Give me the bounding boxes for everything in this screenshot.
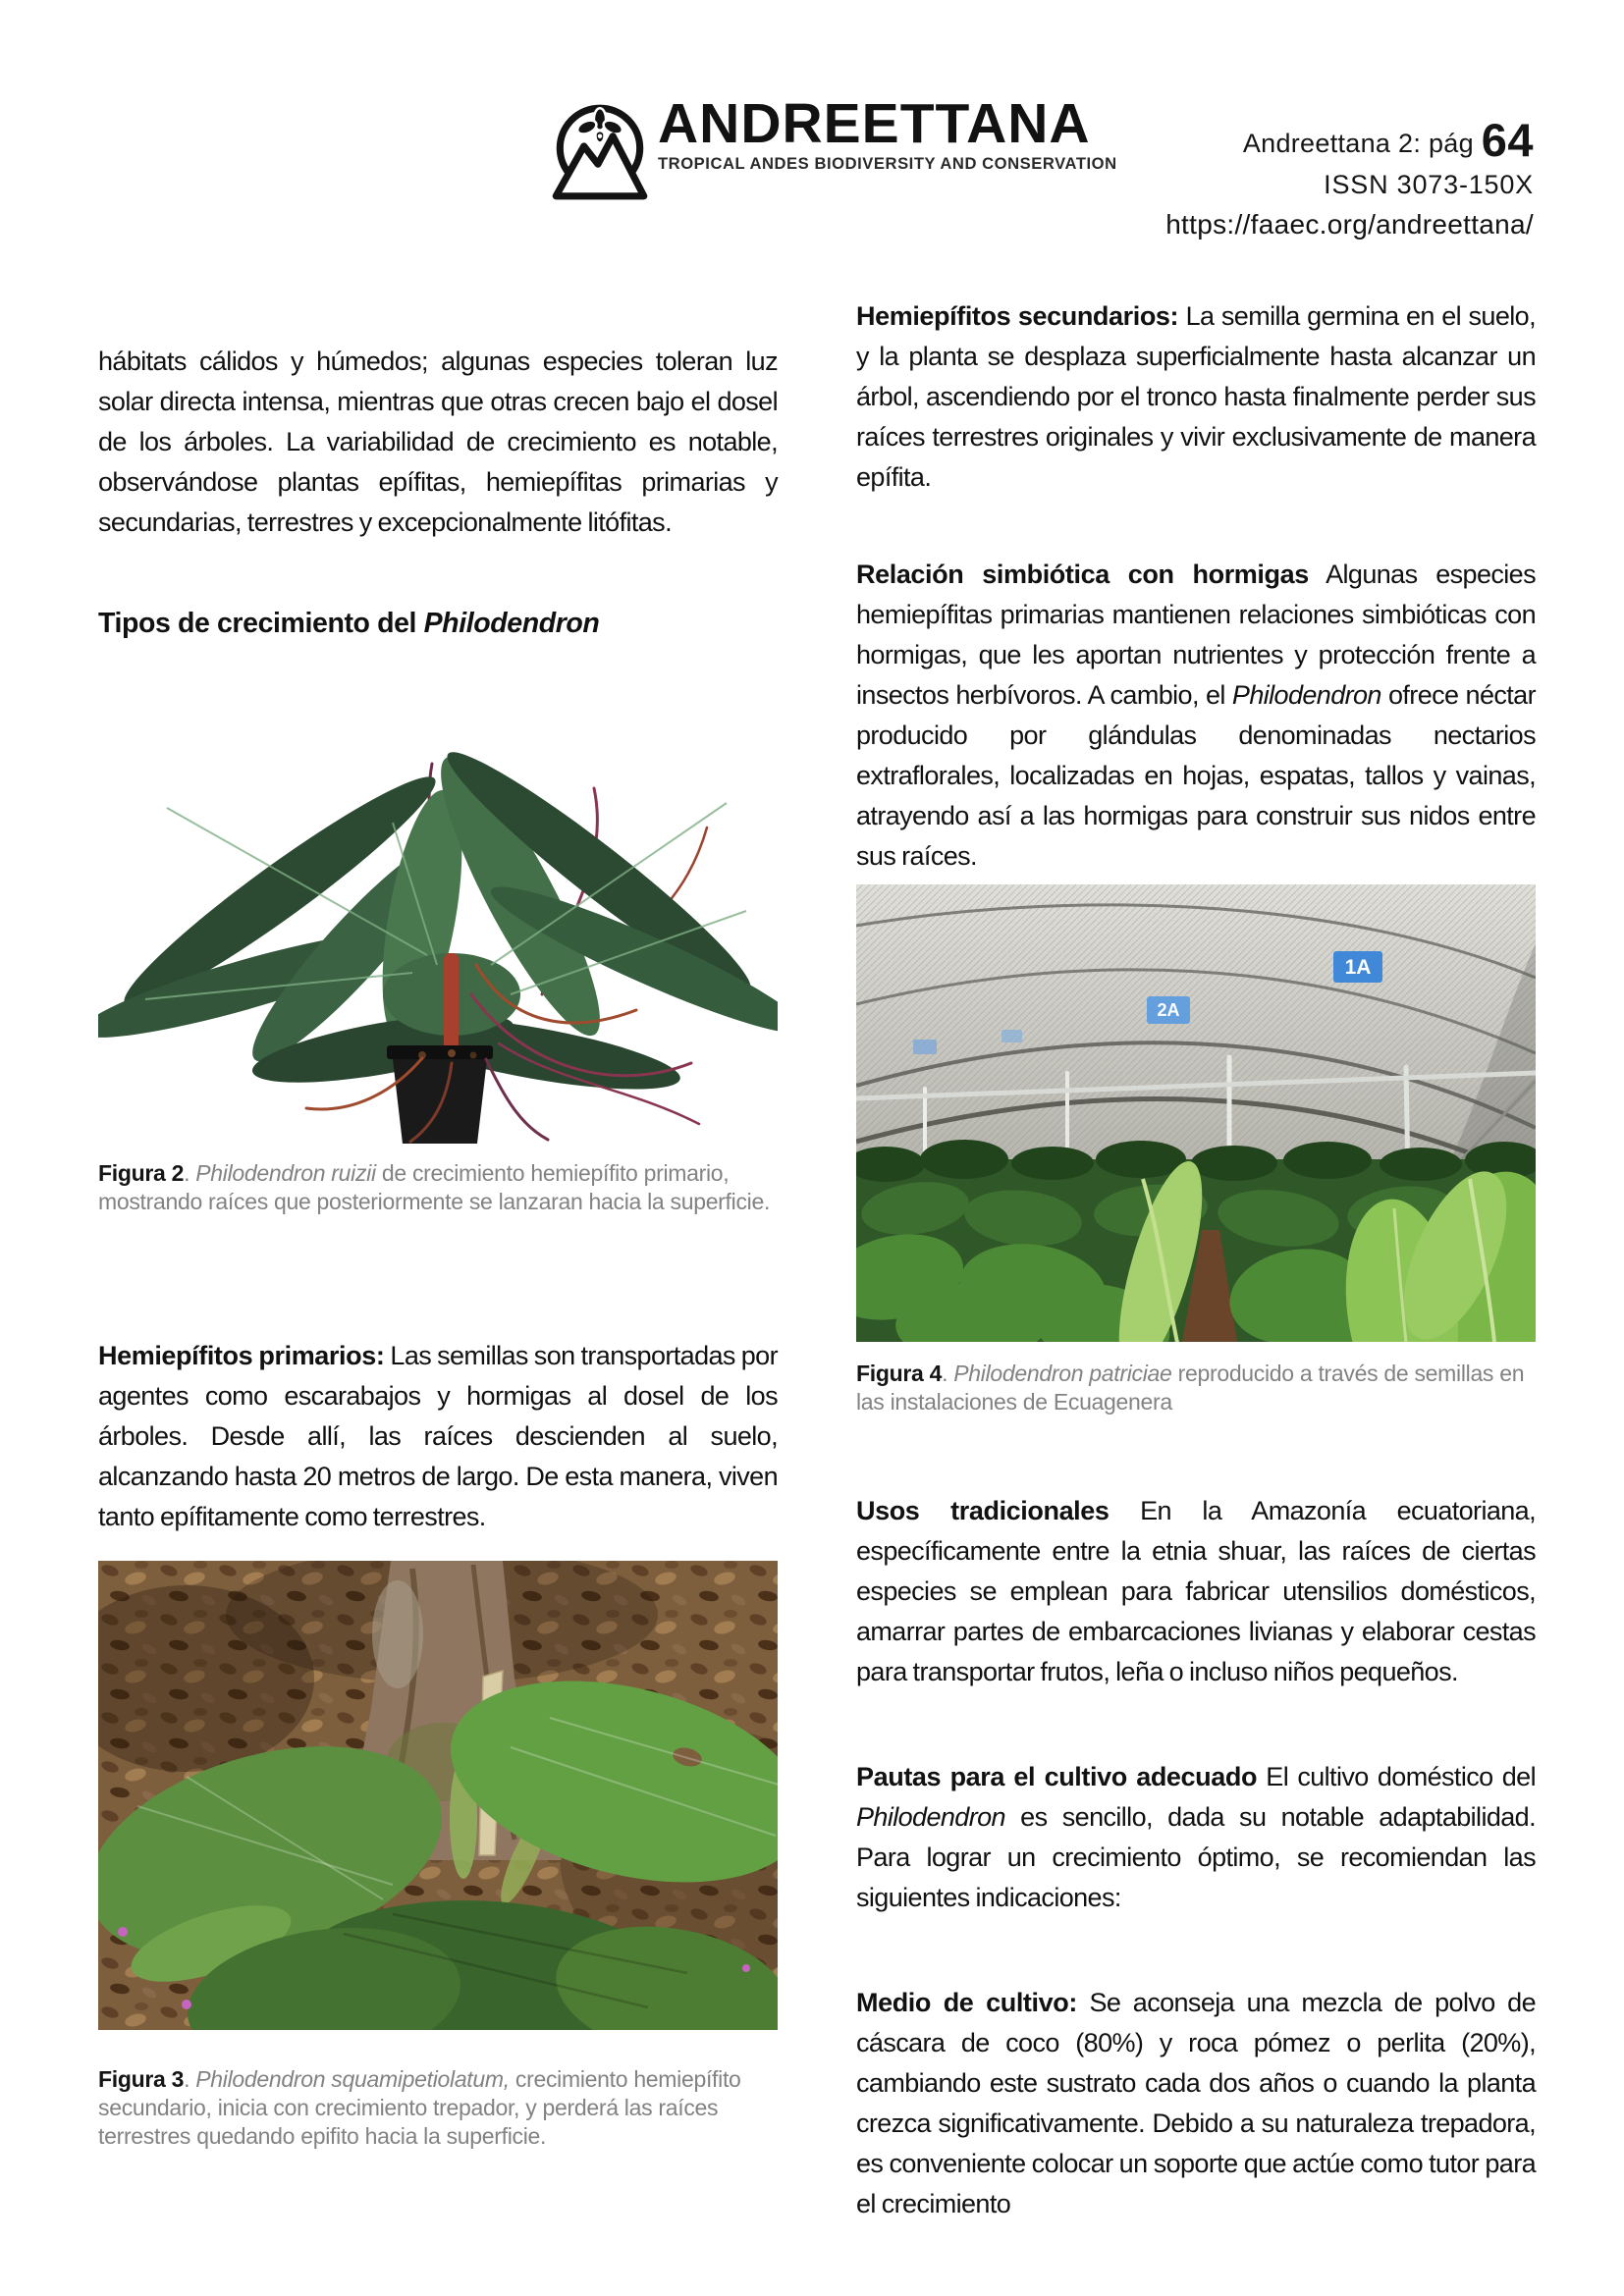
red-stem	[444, 953, 459, 1056]
paragraph-lead: Hemiepífitos secundarios:	[856, 301, 1179, 331]
figure4-caption-text: reproducido a través de semillas en las instalaciones de Ecuagenera	[856, 1361, 1525, 1415]
figure3-caption	[98, 2065, 778, 2151]
paragraph-hemiepifitos-secundarios	[856, 296, 1536, 498]
paragraph-relacion-simbiotica	[856, 555, 1536, 877]
shade-mesh-canopy	[856, 884, 1536, 1181]
orchid-mountain-emblem-icon	[550, 94, 650, 210]
figure4-label: Figura 4	[856, 1361, 943, 1386]
figure4-caption	[856, 1360, 1536, 1416]
paragraph-body: La semilla germina en el suelo, y la planta se desplaza superficialmente hasta alcanzar un árbol, ascendiendo por el tronco hasta finalmente perder sus raíces terrestres originales y vivir exclusivamente de manera epífita.	[856, 301, 1536, 492]
figure2-photo	[98, 670, 778, 1144]
plant-rows	[856, 1140, 1536, 1342]
figure3-illustration	[98, 1561, 778, 2030]
right-column	[856, 296, 1536, 2224]
paragraph-body: Las semillas son transportadas por agentes como escarabajos y hormigas al dosel de los árboles. Desde allí, las raíces descienden al suelo, alcanzando hasta 20 metros de largo. De esta manera, viven tanto epífitamente como terrestres.	[98, 1341, 778, 1531]
figure4-illustration	[856, 884, 1536, 1342]
heading-genus: Philodendron	[423, 608, 600, 639]
genus-italic: Philodendron	[1231, 680, 1381, 710]
figure3-label: Figura 3	[98, 2066, 185, 2092]
heading-prefix: Tipos de crecimiento del	[98, 608, 424, 639]
figure2-separator: .	[184, 1160, 196, 1186]
genus-italic: Philodendron	[856, 1802, 1005, 1832]
figure2-species: Philodendron ruizii	[195, 1160, 376, 1186]
logo-title: ANDREETTANA	[658, 92, 1091, 155]
paragraph-lead: Hemiepífitos primarios:	[98, 1341, 385, 1370]
paragraph-body-after: es sencillo, dada su notable adaptabilidad. Para lograr un crecimiento óptimo, se recomiendan las siguientes indicaciones:	[856, 1802, 1536, 1912]
figure2-caption-text: de crecimiento hemiepífito primario, mostrando raíces que posteriormente se lanzaran hacia la superficie.	[98, 1160, 771, 1214]
paragraph-body-before: Algunas especies hemiepífitas primarias mantienen relaciones simbióticas con hormigas, que les aportan nutrientes y protección frente a insectos herbívoros. A cambio, el	[856, 560, 1537, 710]
paragraph-body-before: El cultivo doméstico del	[1257, 1762, 1536, 1791]
logo-text-block	[658, 94, 1117, 174]
paragraph-body: En la Amazonía ecuatoriana, específicamente entre la etnia shuar, las raíces de ciertas especies se emplean para fabricar utensilios domésticos, amarrar partes de embarcaciones livianas y elaborar cestas para transportar frutos, leña o incluso niños pequeños.	[856, 1496, 1536, 1686]
figure4-photo	[856, 884, 1536, 1342]
intro-paragraph: hábitats cálidos y húmedos; algunas especies toleran luz solar directa intensa, mientras que otras crecen bajo el dosel de los árboles. La variabilidad de crecimiento es notable, observándose plantas epífitas, hemiepífitas primarias y secundarias, terrestres y excepcionalmente litófitas.	[98, 347, 778, 537]
nursery-pot	[387, 1045, 493, 1144]
paragraph-lead: Relación simbiótica con hormigas	[856, 560, 1309, 589]
paragraph-lead: Medio de cultivo:	[856, 1988, 1077, 2017]
figure4-separator: .	[942, 1361, 954, 1386]
figure3-species: Philodendron squamipetiolatum,	[195, 2066, 510, 2092]
page-number: 64	[1481, 114, 1534, 166]
figure3-caption-text: crecimiento hemiepífito secundario, inicia con crecimiento trepador, y perderá las raíces terrestres quedando epifito hacia la superficie.	[98, 2066, 741, 2149]
paragraph-body: Se aconseja una mezcla de polvo de cáscara de coco (80%) y roca pómez o perlita (20%), cambiando este sustrato cada dos años o cuando la planta crezca significativamente. Debido a su naturaleza trepadora, es conveniente colocar un soporte que actúe como tutor para el crecimiento	[856, 1988, 1536, 2218]
figure2-label: Figura 2	[98, 1160, 185, 1186]
issue-line	[1165, 116, 1534, 168]
photo-tag-1a: 1A	[1344, 956, 1372, 979]
paragraph-body-after: ofrece néctar producido por glándulas denominadas nectarios extraflorales, localizadas en hojas, espatas, tallos y vainas, atrayendo así a las hormigas para construir sus nidos entre sus raíces.	[856, 680, 1536, 871]
figure3-photo	[98, 1561, 778, 2030]
paragraph-lead: Usos tradicionales	[856, 1496, 1110, 1525]
issue-label: Andreettana 2: pág	[1242, 129, 1482, 158]
issn-line: ISSN 3073-150X	[1324, 170, 1534, 199]
paragraph-lead: Pautas para el cultivo adecuado	[856, 1762, 1258, 1791]
figure2-illustration	[98, 670, 778, 1144]
left-column	[98, 342, 778, 2151]
logo-tagline: TROPICAL ANDES BIODIVERSITY AND CONSERVATION	[658, 154, 1117, 173]
paragraph-medio-cultivo	[856, 1983, 1536, 2224]
header-meta	[1165, 116, 1534, 248]
paragraph-usos-tradicionales	[856, 1491, 1536, 1692]
journal-logo	[550, 94, 1117, 210]
figure4-species: Philodendron patriciae	[953, 1361, 1172, 1386]
paragraph-pautas-cultivo	[856, 1757, 1536, 1918]
figure2-caption	[98, 1159, 778, 1216]
figure3-separator: .	[184, 2066, 196, 2092]
paragraph-hemiepifitos-primarios	[98, 1336, 778, 1537]
photo-tag-2a: 2A	[1157, 1000, 1180, 1020]
journal-url-link[interactable]: https://faaec.org/andreettana/	[1165, 209, 1534, 240]
section-heading-tipos-crecimiento	[98, 604, 778, 643]
